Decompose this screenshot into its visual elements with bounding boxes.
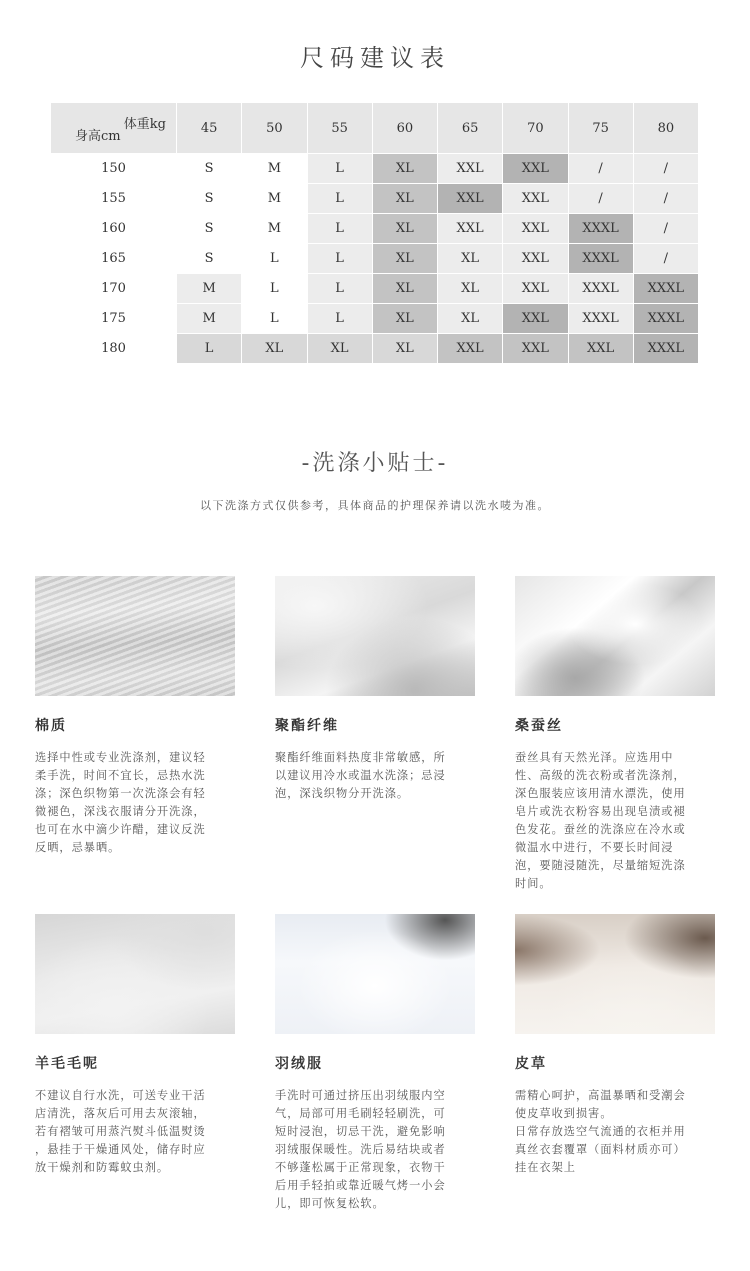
care-card-cotton — [35, 576, 235, 857]
size-cell: L — [307, 184, 372, 214]
size-cell: L — [307, 274, 372, 304]
care-text-line: 使皮草收到损害。 — [515, 1107, 613, 1120]
care-card-title: 棉质 — [35, 718, 67, 734]
size-cell: XXL — [503, 334, 568, 364]
size-cell: XXL — [438, 334, 503, 364]
size-cell: XXL — [503, 154, 568, 184]
care-card-text — [35, 749, 235, 857]
care-card-text — [275, 749, 475, 803]
care-text-line: 皂片或洗衣粉容易出现皂渍或褪 — [515, 805, 686, 818]
height-cell: 180 — [51, 334, 177, 364]
care-card-text — [275, 1087, 475, 1213]
care-card-polyester — [275, 576, 475, 803]
height-cell: 160 — [51, 214, 177, 244]
care-text-line: 若有褶皱可用蒸汽熨斗低温熨烫 — [35, 1125, 206, 1138]
size-cell: L — [177, 334, 242, 364]
care-card-text — [515, 749, 715, 893]
care-text-line: 短时浸泡，切忌干洗，避免影响 — [275, 1125, 446, 1138]
care-text-line: 也可在水中滴少许醋，建议反洗 — [35, 823, 206, 836]
size-cell: / — [633, 244, 698, 274]
size-cell: XL — [242, 334, 307, 364]
size-cell: L — [307, 244, 372, 274]
height-cell: 150 — [51, 154, 177, 184]
size-chart-table — [50, 102, 699, 364]
size-cell: S — [177, 244, 242, 274]
weight-header: 45 — [177, 103, 242, 154]
size-cell: M — [242, 154, 307, 184]
size-cell: L — [242, 244, 307, 274]
care-text-line: 反晒，忌暴晒。 — [35, 841, 121, 854]
size-cell: / — [568, 184, 633, 214]
size-cell: M — [242, 214, 307, 244]
size-cell: XXXL — [633, 304, 698, 334]
size-cell: L — [242, 274, 307, 304]
care-text-line: 时间。 — [515, 877, 552, 890]
height-cell: 165 — [51, 244, 177, 274]
height-axis-label: 身高cm — [75, 129, 121, 144]
size-chart-row — [51, 154, 699, 184]
care-text-line: 聚酯纤维面料热度非常敏感，所 — [275, 751, 446, 764]
size-cell: XXL — [568, 334, 633, 364]
size-chart-header-row — [51, 103, 699, 154]
care-card-text — [35, 1087, 235, 1177]
size-cell: XXXL — [568, 214, 633, 244]
wool-fabric-image — [35, 914, 235, 1034]
weight-header: 55 — [307, 103, 372, 154]
weight-header: 80 — [633, 103, 698, 154]
size-chart-row — [51, 304, 699, 334]
care-text-line: 泡，深浅织物分开洗涤。 — [275, 787, 410, 800]
weight-header: 50 — [242, 103, 307, 154]
care-card-title: 桑蚕丝 — [515, 718, 563, 734]
size-cell: XXXL — [568, 304, 633, 334]
weight-header: 75 — [568, 103, 633, 154]
care-text-line: 后用手轻拍或靠近暖气烤一小会 — [275, 1179, 446, 1192]
care-text-line: 手洗时可通过挤压出羽绒服内空 — [275, 1089, 446, 1102]
size-cell: / — [568, 154, 633, 184]
care-text-line: 儿，即可恢复松软。 — [275, 1197, 385, 1210]
size-cell: M — [242, 184, 307, 214]
care-card-title: 羽绒服 — [275, 1056, 323, 1072]
size-cell: L — [307, 154, 372, 184]
care-text-line: 选择中性或专业洗涤剂，建议轻 — [35, 751, 206, 764]
care-text-line: 不够蓬松属于正常现象，衣物干 — [275, 1161, 446, 1174]
cotton-fabric-image — [35, 576, 235, 696]
weight-header: 65 — [438, 103, 503, 154]
size-cell: XXXL — [568, 244, 633, 274]
polyester-fabric-image — [275, 576, 475, 696]
care-text-line: 羽绒服保暖性。洗后易结块或者 — [275, 1143, 446, 1156]
size-cell: XXL — [503, 304, 568, 334]
size-cell: XXL — [438, 214, 503, 244]
size-cell: XL — [372, 154, 437, 184]
washing-tips-title: -洗涤小贴士- — [301, 451, 449, 476]
care-text-line: 微褪色，深浅衣服请分开洗涤， — [35, 805, 206, 818]
size-cell: XXL — [438, 184, 503, 214]
size-cell: XL — [307, 334, 372, 364]
care-text-line: 以建议用冷水或温水洗涤；忌浸 — [275, 769, 446, 782]
care-text-line: 微温水中进行，不要长时间浸 — [515, 841, 674, 854]
washing-tips-subtitle: 以下洗涤方式仅供参考，具体商品的护理保养请以洗水唛为准。 — [200, 499, 550, 512]
weight-axis-label: 体重kg — [123, 117, 166, 132]
care-card-fur — [515, 914, 715, 1177]
care-text-line: 蚕丝具有天然光泽。应选用中 — [515, 751, 674, 764]
care-text-line: 柔手洗，时间不宜长，忌热水洗 — [35, 769, 206, 782]
size-cell: XL — [372, 214, 437, 244]
size-cell: S — [177, 184, 242, 214]
size-cell: XXL — [503, 274, 568, 304]
size-cell: / — [633, 184, 698, 214]
weight-header: 60 — [372, 103, 437, 154]
care-card-silk — [515, 576, 715, 893]
care-text-line: 深色服装应该用清水漂洗，使用 — [515, 787, 686, 800]
care-text-line: 需精心呵护，高温暴晒和受潮会 — [515, 1089, 686, 1102]
care-card-wool — [35, 914, 235, 1177]
size-cell: M — [177, 304, 242, 334]
size-cell: XXXL — [633, 334, 698, 364]
size-chart-title: 尺码建议表 — [300, 44, 450, 72]
silk-fabric-image — [515, 576, 715, 696]
care-card-title: 羊毛毛呢 — [35, 1056, 99, 1072]
size-cell: S — [177, 154, 242, 184]
fur-image — [515, 914, 715, 1034]
size-cell: XXL — [503, 214, 568, 244]
size-chart-row — [51, 214, 699, 244]
size-cell: S — [177, 214, 242, 244]
size-cell: XL — [438, 244, 503, 274]
size-cell: XL — [372, 304, 437, 334]
care-text-line: 放干燥剂和防霉蚊虫剂。 — [35, 1161, 170, 1174]
size-cell: / — [633, 154, 698, 184]
height-cell: 155 — [51, 184, 177, 214]
size-cell: XL — [372, 244, 437, 274]
size-cell: XXL — [438, 154, 503, 184]
size-cell: XL — [372, 334, 437, 364]
care-text-line: ，悬挂于干燥通风处，储存时应 — [35, 1143, 206, 1156]
size-cell: L — [242, 304, 307, 334]
care-card-down — [275, 914, 475, 1213]
size-chart-row — [51, 184, 699, 214]
size-cell: XXL — [503, 184, 568, 214]
height-cell: 170 — [51, 274, 177, 304]
size-chart-corner — [51, 103, 177, 154]
size-cell: XXXL — [633, 274, 698, 304]
size-cell: XXXL — [568, 274, 633, 304]
size-cell: XL — [438, 304, 503, 334]
care-text-line: 泡，要随浸随洗，尽量缩短洗涤 — [515, 859, 686, 872]
care-text-line: 不建议自行水洗，可送专业干活 — [35, 1089, 206, 1102]
size-chart-row — [51, 334, 699, 364]
size-cell: XL — [372, 184, 437, 214]
care-card-text — [515, 1087, 715, 1177]
care-card-title: 皮草 — [515, 1056, 547, 1072]
care-text-line: 色发花。蚕丝的洗涤应在冷水或 — [515, 823, 686, 836]
size-cell: L — [307, 214, 372, 244]
size-cell: XL — [372, 274, 437, 304]
size-chart-row — [51, 274, 699, 304]
size-chart-row — [51, 244, 699, 274]
height-cell: 175 — [51, 304, 177, 334]
care-text-line: 真丝衣套覆罩（面料材质亦可） — [515, 1143, 686, 1156]
care-text-line: 涤；深色织物第一次洗涤会有轻 — [35, 787, 206, 800]
weight-header: 70 — [503, 103, 568, 154]
care-text-line: 店清洗，落灰后可用去灰滚轴， — [35, 1107, 206, 1120]
care-text-line: 挂在衣架上 — [515, 1161, 576, 1174]
down-feather-image — [275, 914, 475, 1034]
care-card-title: 聚酯纤维 — [275, 718, 339, 734]
size-cell: XL — [438, 274, 503, 304]
size-cell: / — [633, 214, 698, 244]
size-cell: XXL — [503, 244, 568, 274]
care-text-line: 气，局部可用毛刷轻轻刷洗，可 — [275, 1107, 446, 1120]
care-text-line: 日常存放选空气流通的衣柜并用 — [515, 1125, 686, 1138]
care-text-line: 性、高级的洗衣粉或者洗涤剂， — [515, 769, 686, 782]
size-cell: L — [307, 304, 372, 334]
size-cell: M — [177, 274, 242, 304]
